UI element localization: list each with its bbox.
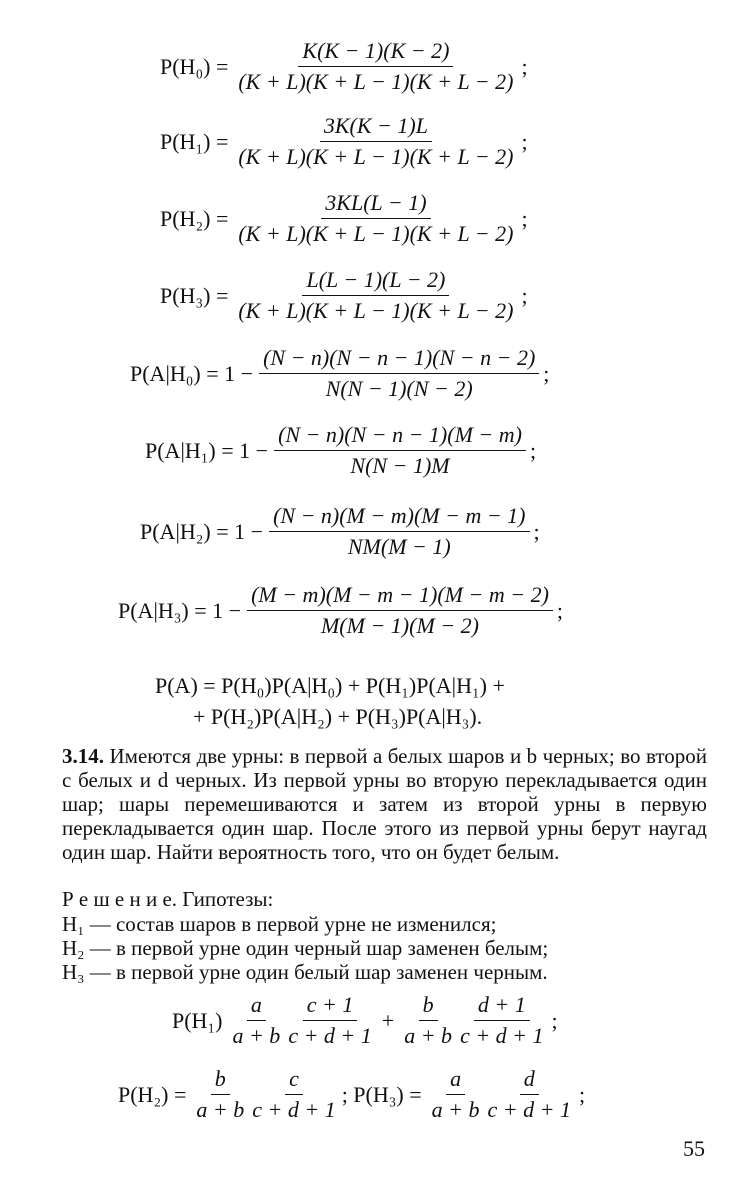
formula-lhs: P(H₀) = xyxy=(160,53,229,79)
total-probability-line-2: + P(H₂)P(A|H₂) + P(H₃)P(A|H₃). xyxy=(193,704,483,729)
formula-lhs: P(H₂) = xyxy=(118,1081,187,1107)
denominator: a + b xyxy=(431,1097,480,1122)
denominator: a + b xyxy=(232,1023,281,1048)
fraction xyxy=(400,994,456,1047)
solution-intro xyxy=(62,887,707,911)
formula-p-a-h3 xyxy=(118,584,563,637)
semicolon: ; xyxy=(529,437,537,463)
numerator: b xyxy=(419,994,438,1021)
total-probability-line-1: P(A) = P(H₀)P(A|H₀) + P(H₁)P(A|H₁) + xyxy=(155,673,505,698)
semicolon: ; xyxy=(521,128,528,154)
fraction xyxy=(269,505,529,558)
fraction xyxy=(484,1068,575,1121)
numerator: L(L − 1)(L − 2) xyxy=(302,269,449,296)
page-number: 55 xyxy=(683,1136,705,1161)
formula-p-h2 xyxy=(160,192,528,245)
semicolon: ; xyxy=(521,205,528,231)
formula-lhs: P(H₂) = xyxy=(160,205,229,231)
semicolon: ; xyxy=(533,518,540,544)
formula-p-a-h1 xyxy=(145,424,536,477)
denominator: (K + L)(K + L − 1)(K + L − 2) xyxy=(238,298,514,323)
problem-paragraph xyxy=(62,744,707,864)
numerator: a xyxy=(446,1068,465,1095)
fraction xyxy=(228,994,284,1047)
formula-separator: ; P(H₃) = xyxy=(341,1081,422,1107)
denominator: N(N − 1)M xyxy=(350,453,450,478)
fraction xyxy=(274,424,526,477)
numerator: 3KL(L − 1) xyxy=(321,192,430,219)
denominator: (K + L)(K + L − 1)(K + L − 2) xyxy=(238,221,514,246)
fraction xyxy=(234,40,517,93)
denominator: c + d + 1 xyxy=(460,1023,544,1048)
numerator: c + 1 xyxy=(303,994,358,1021)
denominator: c + d + 1 xyxy=(288,1023,372,1048)
formula-lhs: P(H₁) = xyxy=(160,128,229,154)
fraction xyxy=(284,994,375,1047)
formula-p-h0 xyxy=(160,40,528,93)
semicolon: ; xyxy=(551,1007,558,1033)
numerator: a xyxy=(247,994,266,1021)
semicolon: ; xyxy=(521,282,528,308)
hypothesis-2: H₂ — в первой урне один черный шар заменен белым; xyxy=(62,936,549,960)
solution-formula-1 xyxy=(172,994,558,1047)
fraction xyxy=(428,1068,484,1121)
fraction xyxy=(234,269,517,322)
fraction xyxy=(234,192,517,245)
formula-lhs: P(A|H₃) = 1 − xyxy=(118,597,242,623)
denominator: (K + L)(K + L − 1)(K + L − 2) xyxy=(238,69,514,94)
semicolon: ; xyxy=(556,597,564,623)
problem-text: Имеются две урны: в первой a белых шаров и b черных; во второй c белых и d черных. Из первой урны во вторую перекладывается один шар; шары перемешиваются и затем из второй урны в первую перекладывается один шар. После этого из первой урны берут наугад один шар. Найти вероятность того, что он будет белым. xyxy=(62,744,707,864)
solution-intro-text: Гипотезы: xyxy=(182,887,274,911)
numerator: 3K(K − 1)L xyxy=(320,115,432,142)
numerator: d + 1 xyxy=(474,994,530,1021)
fraction xyxy=(259,347,539,400)
numerator: (N − n)(N − n − 1)(N − n − 2) xyxy=(259,347,539,374)
denominator: c + d + 1 xyxy=(487,1097,571,1122)
fraction xyxy=(247,584,553,637)
denominator: c + d + 1 xyxy=(252,1097,336,1122)
formula-lhs: P(A|H₂) = 1 − xyxy=(140,518,264,544)
numerator: (N − n)(M − m)(M − m − 1) xyxy=(269,505,529,532)
hypothesis-3: H₃ — в первой урне один белый шар заменен черным. xyxy=(62,960,548,984)
formula-lhs: P(A|H₁) = 1 − xyxy=(145,437,269,463)
denominator: N(N − 1)(N − 2) xyxy=(325,376,473,401)
numerator: c xyxy=(285,1068,303,1095)
formula-lhs: P(A|H₀) = 1 − xyxy=(130,360,254,386)
numerator: (N − n)(N − n − 1)(M − m) xyxy=(274,424,526,451)
fraction xyxy=(192,1068,248,1121)
fraction xyxy=(234,115,517,168)
formula-p-h3 xyxy=(160,269,528,322)
semicolon: ; xyxy=(578,1081,586,1107)
formula-p-h1 xyxy=(160,115,528,168)
denominator: (K + L)(K + L − 1)(K + L − 2) xyxy=(238,144,514,169)
semicolon: ; xyxy=(521,53,528,79)
formula-p-a-h2 xyxy=(140,505,540,558)
denominator: NM(M − 1) xyxy=(347,534,451,559)
numerator: (M − m)(M − m − 1)(M − m − 2) xyxy=(247,584,553,611)
numerator: d xyxy=(520,1068,539,1095)
semicolon: ; xyxy=(543,360,550,386)
numerator: K(K − 1)(K − 2) xyxy=(298,40,453,67)
hypothesis-1: H₁ — состав шаров в первой урне не изменился; xyxy=(62,912,497,936)
fraction xyxy=(248,1068,339,1121)
plus-sign: + xyxy=(381,1007,395,1033)
numerator: b xyxy=(211,1068,230,1095)
formula-lhs: P(H₁) xyxy=(172,1007,223,1033)
solution-formula-2 xyxy=(118,1068,585,1121)
formula-p-a-h0 xyxy=(130,347,549,400)
problem-number: 3.14. xyxy=(62,744,104,768)
denominator: a + b xyxy=(404,1023,453,1048)
solution-label: Р е ш е н и е. xyxy=(62,887,178,911)
denominator: a + b xyxy=(196,1097,245,1122)
formula-lhs: P(H₃) = xyxy=(160,282,229,308)
fraction xyxy=(456,994,547,1047)
denominator: M(M − 1)(M − 2) xyxy=(320,613,479,638)
